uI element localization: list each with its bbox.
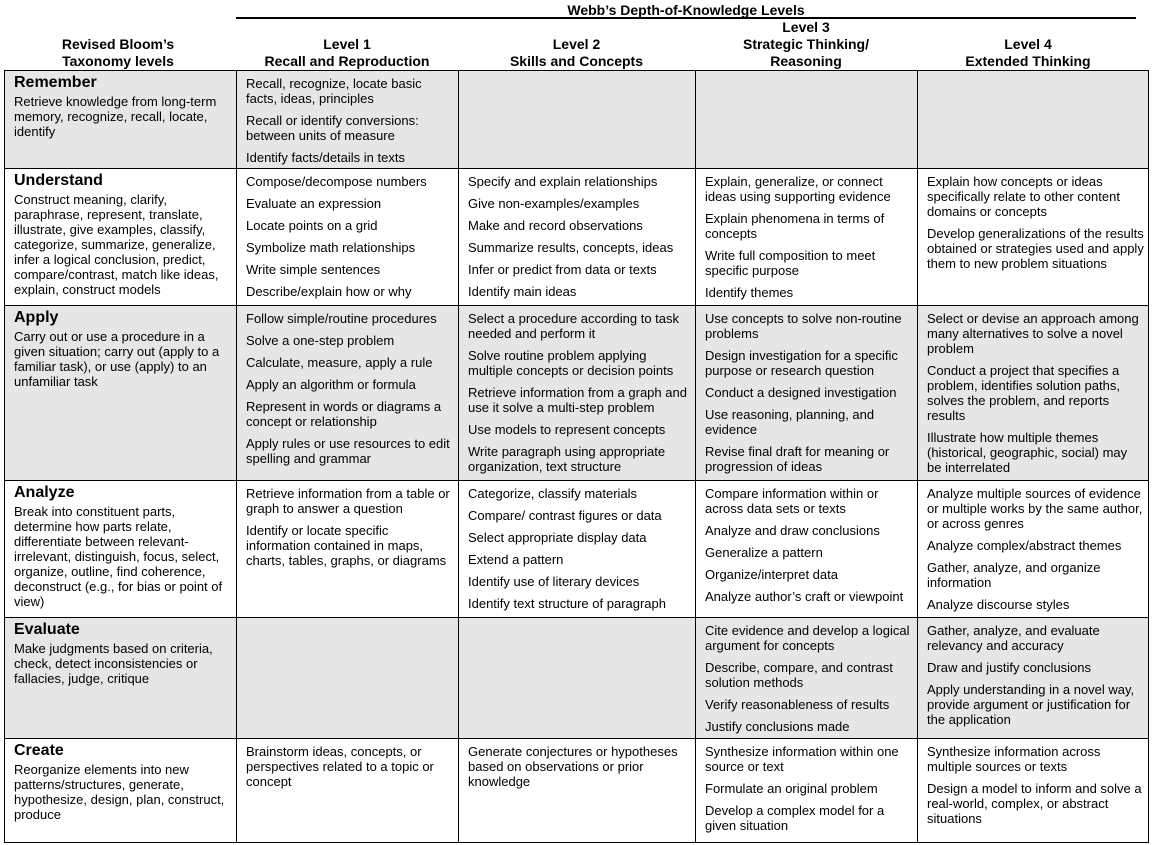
header-level-2-line2: Skills and Concepts: [509, 53, 644, 69]
activity-item: Select or devise an approach among many alternatives to solve a novel problem: [927, 311, 1139, 356]
activity-item: Retrieve information from a table or graph to answer a question: [246, 486, 450, 516]
dok-level-4-cell: [918, 739, 1149, 843]
activity-item: Recall or identify conversions: between units of measure: [246, 113, 419, 143]
activity-item: Justify conclusions made: [705, 719, 850, 734]
header-level-4-line1: Level 4: [1004, 36, 1052, 52]
dok-level-4-cell: [918, 618, 1149, 739]
activity-item: Represent in words or diagrams a concept or relationship: [246, 399, 442, 429]
activity-item: Infer or predict from data or texts: [468, 262, 657, 277]
activity-item: Give non-examples/examples: [468, 196, 640, 211]
dok-level-1-cell: [237, 306, 459, 481]
activity-item: Generate conjectures or hypotheses based on observations or prior knowledge: [468, 744, 678, 789]
taxonomy-row-remember: [5, 71, 1149, 169]
bloom-level-name: Create: [14, 742, 64, 759]
bloom-level-description: Break into constituent parts, determine how parts relate, differentiate between relevant-irrelevant, distinguish, focus, select, organize, outline, find coherence, deconstruct (e.g., for bias or point of view): [14, 504, 223, 609]
bloom-level-description: Make judgments based on criteria, check, detect inconsistencies or fallacies, judge, critique: [14, 641, 213, 686]
dok-level-2-cell: [459, 739, 696, 843]
header-level-3: [695, 20, 917, 70]
bloom-level-cell: [5, 618, 237, 739]
activity-item: Generalize a pattern: [705, 545, 823, 560]
activity-item: Extend a pattern: [468, 552, 564, 567]
activity-item: Recall, recognize, locate basic facts, ideas, principles: [246, 76, 422, 106]
activity-item: Solve a one-step problem: [246, 333, 395, 348]
activity-item: Verify reasonableness of results: [705, 697, 890, 712]
activity-item: Analyze complex/abstract themes: [927, 538, 1122, 553]
header-level-3-line2: Strategic Thinking/: [742, 36, 869, 52]
activity-item: Solve routine problem applying multiple concepts or decision points: [468, 348, 674, 378]
header-level-2: [458, 20, 695, 70]
activity-item: Identify main ideas: [468, 284, 577, 299]
activity-item: Explain, generalize, or connect ideas using supporting evidence: [705, 174, 891, 204]
activity-item: Explain phenomena in terms of concepts: [705, 211, 885, 241]
bloom-dok-matrix: [4, 70, 1149, 843]
matrix-body: [5, 71, 1149, 843]
bloom-level-description: Retrieve knowledge from long-term memory, recognize, recall, locate, identify: [14, 94, 217, 139]
activity-item: Apply rules or use resources to edit spelling and grammar: [246, 436, 450, 466]
activity-item: Write paragraph using appropriate organization, text structure: [468, 444, 666, 474]
activity-item: Use concepts to solve non-routine problems: [705, 311, 902, 341]
header-bloom-line2: Taxonomy levels: [62, 53, 174, 69]
dok-level-2-cell: [459, 481, 696, 618]
activity-item: Select appropriate display data: [468, 530, 647, 545]
activity-item: Specify and explain relationships: [468, 174, 658, 189]
activity-item: Calculate, measure, apply a rule: [246, 355, 433, 370]
activity-item: Explain how concepts or ideas specifically relate to other content domains or concepts: [927, 174, 1120, 219]
dok-level-1-cell: [237, 739, 459, 843]
bloom-level-description: Carry out or use a procedure in a given situation; carry out (apply to a familiar task), or use (apply) to an unfamiliar task: [14, 329, 220, 389]
dok-level-4-cell: [918, 306, 1149, 481]
activity-item: Identify text structure of paragraph: [468, 596, 666, 611]
activity-item: Illustrate how multiple themes (historical, geographic, social) may be interrelated: [927, 430, 1128, 475]
dok-level-2-cell: [459, 306, 696, 481]
dok-level-1-cell: [237, 71, 459, 169]
activity-item: Compare/ contrast figures or data: [468, 508, 662, 523]
bloom-level-description: Construct meaning, clarify, paraphrase, represent, translate, illustrate, give examples, classify, categorize, summarize, generalize, infer a logical conclusion, predict, compare/contrast, match like ideas, explain, construct models: [14, 192, 219, 297]
activity-item: Locate points on a grid: [246, 218, 378, 233]
bloom-level-description: Reorganize elements into new patterns/structures, generate, hypothesize, design, plan, construct, produce: [14, 762, 225, 822]
activity-item: Evaluate an expression: [246, 196, 382, 211]
activity-item: Write full composition to meet specific purpose: [705, 248, 876, 278]
dok-level-2-cell: [459, 71, 696, 169]
activity-item: Use reasoning, planning, and evidence: [705, 407, 875, 437]
activity-item: Identify or locate specific information contained in maps, charts, tables, graphs, or diagrams: [246, 523, 447, 568]
activity-item: Compose/decompose numbers: [246, 174, 427, 189]
activity-item: Apply understanding in a novel way, provide argument or justification for the application: [927, 682, 1135, 727]
activity-item: Retrieve information from a graph and use it solve a multi-step problem: [468, 385, 687, 415]
header-level-1: [236, 20, 458, 70]
header-bloom: [4, 20, 232, 70]
header-level-2-line1: Level 2: [552, 36, 601, 52]
activity-item: Analyze author’s craft or viewpoint: [705, 589, 904, 604]
activity-item: Compare information within or across data sets or texts: [705, 486, 879, 516]
dok-level-4-cell: [918, 71, 1149, 169]
header-level-4: [917, 20, 1139, 70]
bloom-level-name: Remember: [14, 74, 97, 91]
activity-item: Analyze discourse styles: [927, 597, 1070, 612]
activity-item: Cite evidence and develop a logical argument for concepts: [705, 623, 910, 653]
activity-item: Apply an algorithm or formula: [246, 377, 416, 392]
dok-level-3-cell: [696, 618, 918, 739]
super-header-rule: [236, 17, 1136, 19]
activity-item: Organize/interpret data: [705, 567, 838, 582]
header-level-3-line3: Reasoning: [770, 53, 842, 69]
dok-level-3-cell: [696, 71, 918, 169]
activity-item: Gather, analyze, and evaluate relevancy and accuracy: [927, 623, 1100, 653]
bloom-level-cell: [5, 71, 237, 169]
activity-item: Brainstorm ideas, concepts, or perspectives related to a topic or concept: [246, 744, 434, 789]
activity-item: Draw and justify conclusions: [927, 660, 1092, 675]
activity-item: Analyze and draw conclusions: [705, 523, 880, 538]
activity-item: Identify use of literary devices: [468, 574, 640, 589]
activity-item: Use models to represent concepts: [468, 422, 666, 437]
bloom-level-name: Evaluate: [14, 621, 80, 638]
header-level-4-line2: Extended Thinking: [965, 53, 1091, 69]
bloom-level-cell: [5, 481, 237, 618]
activity-item: Develop a complex model for a given situation: [705, 803, 885, 833]
bloom-level-cell: [5, 739, 237, 843]
bloom-level-cell: [5, 169, 237, 306]
taxonomy-row-understand: [5, 169, 1149, 306]
dok-level-1-cell: [237, 618, 459, 739]
activity-item: Design a model to inform and solve a real-world, complex, or abstract situations: [927, 781, 1142, 826]
activity-item: Gather, analyze, and organize information: [927, 560, 1101, 590]
taxonomy-row-evaluate: [5, 618, 1149, 739]
activity-item: Synthesize information across multiple sources or texts: [927, 744, 1101, 774]
bloom-level-cell: [5, 306, 237, 481]
taxonomy-row-create: [5, 739, 1149, 843]
header-level-3-line1: Level 3: [782, 19, 830, 35]
activity-item: Symbolize math relationships: [246, 240, 416, 255]
activity-item: Develop generalizations of the results obtained or strategies used and apply them to new problem situations: [927, 226, 1144, 271]
activity-item: Follow simple/routine procedures: [246, 311, 437, 326]
dok-level-2-cell: [459, 618, 696, 739]
activity-item: Identify themes: [705, 285, 794, 300]
bloom-level-name: Apply: [14, 309, 59, 326]
activity-item: Describe, compare, and contrast solution methods: [705, 660, 893, 690]
header-bloom-line1: Revised Bloom’s: [61, 36, 175, 52]
activity-item: Categorize, classify materials: [468, 486, 638, 501]
dok-level-3-cell: [696, 169, 918, 306]
taxonomy-row-analyze: [5, 481, 1149, 618]
activity-item: Analyze multiple sources of evidence or multiple works by the same author, or across genres: [927, 486, 1143, 531]
activity-item: Identify facts/details in texts: [246, 150, 405, 165]
header-level-1-line1: Level 1: [323, 36, 371, 52]
bloom-level-name: Analyze: [14, 484, 75, 501]
activity-item: Describe/explain how or why: [246, 284, 412, 299]
webb-dok-super-header: Webb’s Depth-of-Knowledge Levels: [567, 2, 805, 18]
dok-level-2-cell: [459, 169, 696, 306]
activity-item: Conduct a project that specifies a problem, identifies solution paths, solves the problem, and reports results: [927, 363, 1120, 423]
activity-item: Select a procedure according to task needed and perform it: [468, 311, 680, 341]
activity-item: Summarize results, concepts, ideas: [468, 240, 674, 255]
activity-item: Make and record observations: [468, 218, 643, 233]
activity-item: Conduct a designed investigation: [705, 385, 897, 400]
dok-level-3-cell: [696, 306, 918, 481]
activity-item: Formulate an original problem: [705, 781, 878, 796]
activity-item: Synthesize information within one source or text: [705, 744, 899, 774]
dok-level-3-cell: [696, 739, 918, 843]
activity-item: Revise final draft for meaning or progression of ideas: [705, 444, 890, 474]
activity-item: Write simple sentences: [246, 262, 381, 277]
bloom-level-name: Understand: [14, 172, 103, 189]
dok-level-1-cell: [237, 169, 459, 306]
taxonomy-row-apply: [5, 306, 1149, 481]
activity-item: Design investigation for a specific purpose or research question: [705, 348, 898, 378]
dok-level-4-cell: [918, 481, 1149, 618]
dok-level-4-cell: [918, 169, 1149, 306]
dok-level-1-cell: [237, 481, 459, 618]
header-level-1-line2: Recall and Reproduction: [264, 53, 430, 69]
dok-level-3-cell: [696, 481, 918, 618]
